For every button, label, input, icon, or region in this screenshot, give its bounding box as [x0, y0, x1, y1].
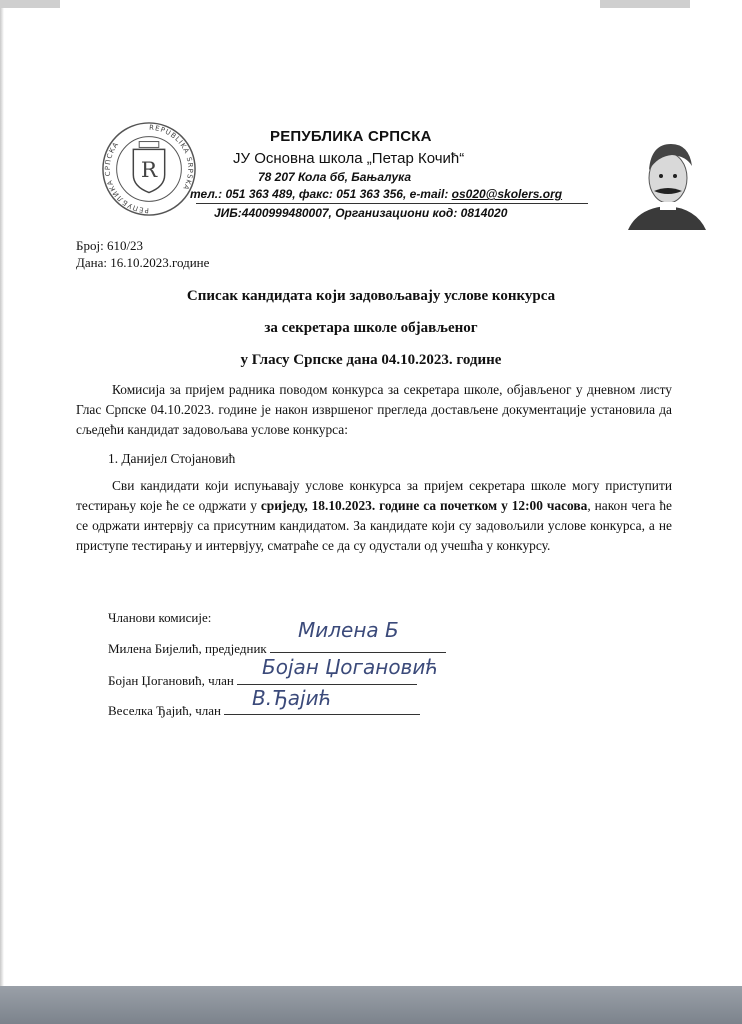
signature-handwritten: В.Ђајић [252, 686, 332, 710]
candidate-list-item: 1. Данијел Стојановић [108, 451, 236, 466]
scan-footer-band [0, 986, 742, 1024]
scan-edge-shadow [0, 0, 4, 1024]
scan-mark [600, 0, 690, 8]
document-title-line1: Списак кандидата који задовољавају услове конкурса [186, 288, 556, 304]
member-name: Бојан Џогановић, члан [108, 673, 234, 688]
email-link[interactable]: os020@skolers.org [451, 187, 563, 201]
signature-handwritten: Бојан Џогановић [262, 655, 439, 679]
testing-paragraph [76, 476, 672, 556]
republic-seal-logo [100, 120, 198, 218]
contact-phones: тел.: 051 363 489, факс: 051 363 356, e-mail: [190, 187, 452, 201]
seal-text-right: REPUBLIKA SRPSKA [148, 123, 195, 192]
document-title-line3: у Гласу Српске дана 04.10.2023. године [240, 352, 502, 368]
member-name: Милена Бијелић, предједник [108, 641, 267, 656]
committee-label: Чланови комисије: [108, 610, 212, 625]
svg-text:R: R [140, 157, 158, 183]
portrait-image [624, 136, 710, 230]
school-name: ЈУ Основна школа „Петар Кочић“ [233, 150, 465, 167]
school-contact [190, 187, 562, 201]
document-title-line2: за секретара школе објављеног [264, 320, 478, 336]
republic-title: РЕПУБЛИКА СРПСКА [270, 128, 432, 145]
school-identifiers: ЈИБ:4400999480007, Организациони код: 0814020 [214, 206, 508, 220]
signature-handwritten: Милена Б [298, 618, 399, 642]
document-date: Дана: 16.10.2023.године [76, 255, 210, 270]
testing-date-time: сриједу, 18.10.2023. године са почетком у 12:00 часова [260, 498, 588, 513]
seal-text-left: РЕПУБЛИКА СРПСКА [103, 140, 150, 215]
school-address: 78 207 Кола бб, Бањалука [258, 170, 412, 184]
testing-text-a: Сви кандидати који испуњавају услове конкурса за пријем секретара школе могу приступити тестирању које ће се одржати у [76, 478, 672, 513]
scan-mark [0, 0, 60, 8]
member-name: Веселка Ђајић, члан [108, 703, 221, 718]
testing-text-b: , након чега ће се одржати интервју са присутним кандидатом. За кандидате који су задовољили услове конкурса, а не приступе тестирању и интервјуу, сматраће се да су одустали од учешћа у конкурсу. [76, 498, 672, 553]
header-divider [196, 203, 588, 204]
intro-paragraph: Комисија за пријем радника поводом конкурса за секретара школе, објављеног у дневном листу Глас Српске 04.10.2023. године је након извршеног прегледа достављене документације установила да сљедећи кандидат задовољава услове конкурса: [76, 382, 672, 437]
document-number: Број: 610/23 [76, 238, 144, 253]
